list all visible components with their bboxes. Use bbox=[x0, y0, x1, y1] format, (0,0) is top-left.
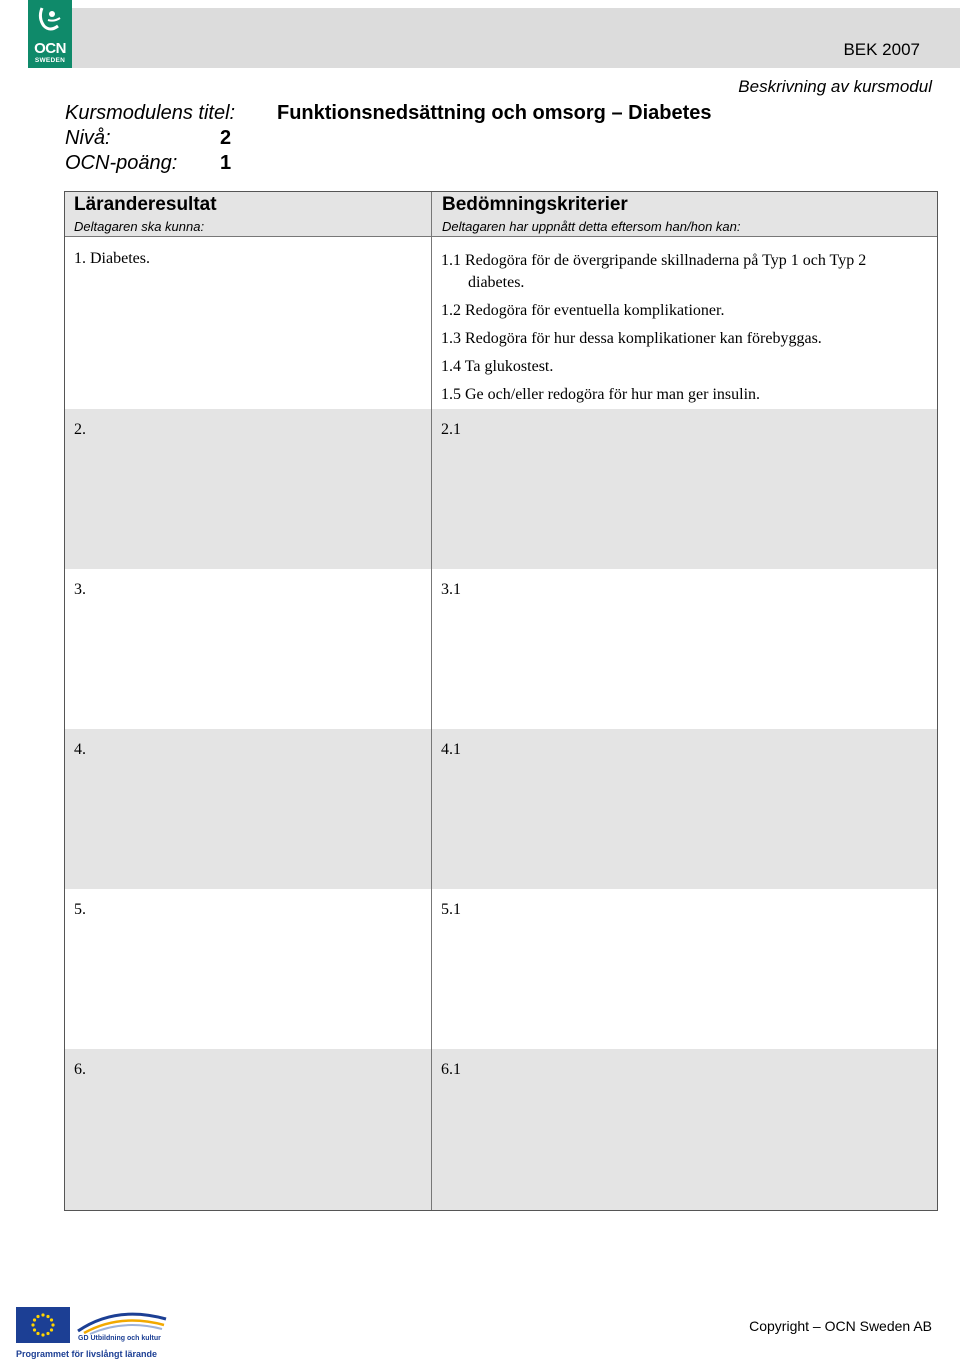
criterion-item: 1.3 Redogöra för hur dessa komplikationer kan förebyggas. bbox=[441, 330, 822, 347]
outcomes-table bbox=[64, 191, 938, 1211]
logo-subtext: SWEDEN bbox=[34, 57, 66, 64]
criterion-item: 1.2 Redogöra för eventuella komplikationer. bbox=[441, 302, 725, 319]
table-row bbox=[65, 729, 937, 889]
table-row bbox=[65, 237, 937, 409]
course-title-row bbox=[65, 102, 712, 125]
copyright-text: Copyright – OCN Sweden AB bbox=[749, 1318, 932, 1334]
criterion-item: 2.1 bbox=[441, 421, 461, 438]
criterion-item: 6.1 bbox=[441, 1061, 461, 1078]
outcome-cell: 5. bbox=[74, 901, 86, 918]
criterion-item: 5.1 bbox=[441, 901, 461, 918]
criteria-list bbox=[441, 250, 921, 412]
table-row bbox=[65, 569, 937, 729]
criterion-item: 1.1 Redogöra för de övergripande skillnaderna på Typ 1 och Typ 2 diabetes. bbox=[441, 252, 867, 291]
course-title-label: Kursmodulens titel: bbox=[65, 102, 236, 124]
level-value: 2 bbox=[220, 127, 232, 149]
level-label: Nivå: bbox=[65, 127, 111, 149]
table-row bbox=[65, 889, 937, 1049]
level-row bbox=[65, 127, 232, 150]
points-value: 1 bbox=[220, 152, 232, 174]
outcome-cell: 3. bbox=[74, 581, 86, 598]
table-row bbox=[65, 1049, 937, 1210]
criterion-item: 3.1 bbox=[441, 581, 461, 598]
outcome-cell: 6. bbox=[74, 1061, 86, 1078]
table-row bbox=[65, 409, 937, 569]
ocn-logo-icon bbox=[28, 0, 72, 40]
logo-text: OCN bbox=[34, 40, 66, 57]
eu-flag-icon bbox=[16, 1307, 70, 1343]
course-title-value: Funktionsnedsättning och omsorg – Diabetes bbox=[277, 102, 712, 124]
gd-text: GD Utbildning och kultur bbox=[78, 1335, 161, 1342]
criterion-item: 1.4 Ta glukostest. bbox=[441, 358, 554, 375]
col-outcomes-title: Läranderesultat bbox=[74, 194, 217, 215]
col-criteria-subtitle: Deltagaren har uppnått detta eftersom han/hon kan: bbox=[442, 219, 741, 234]
header-band bbox=[0, 0, 960, 68]
criterion-item: 1.5 Ge och/eller redogöra för hur man ger insulin. bbox=[441, 386, 761, 403]
document-code: BEK 2007 bbox=[843, 40, 920, 59]
document-type: Beskrivning av kursmodul bbox=[738, 77, 932, 96]
col-criteria-title: Bedömningskriterier bbox=[442, 194, 628, 215]
col-outcomes-subtitle: Deltagaren ska kunna: bbox=[74, 219, 205, 234]
eu-programme-logo bbox=[16, 1305, 166, 1361]
header-bar bbox=[72, 8, 960, 68]
outcome-cell: 2. bbox=[74, 421, 86, 438]
programme-text: Programmet för livslångt lärande bbox=[16, 1349, 158, 1359]
outcome-cell: 1. Diabetes. bbox=[74, 250, 150, 267]
lifelong-learning-swoosh-icon bbox=[76, 1309, 168, 1335]
outcome-cell: 4. bbox=[74, 741, 86, 758]
table-header bbox=[65, 192, 937, 237]
points-row bbox=[65, 152, 232, 175]
criterion-item: 4.1 bbox=[441, 741, 461, 758]
column-divider bbox=[431, 192, 432, 1210]
points-label: OCN-poäng: bbox=[65, 152, 178, 174]
ocn-logo bbox=[28, 0, 72, 68]
